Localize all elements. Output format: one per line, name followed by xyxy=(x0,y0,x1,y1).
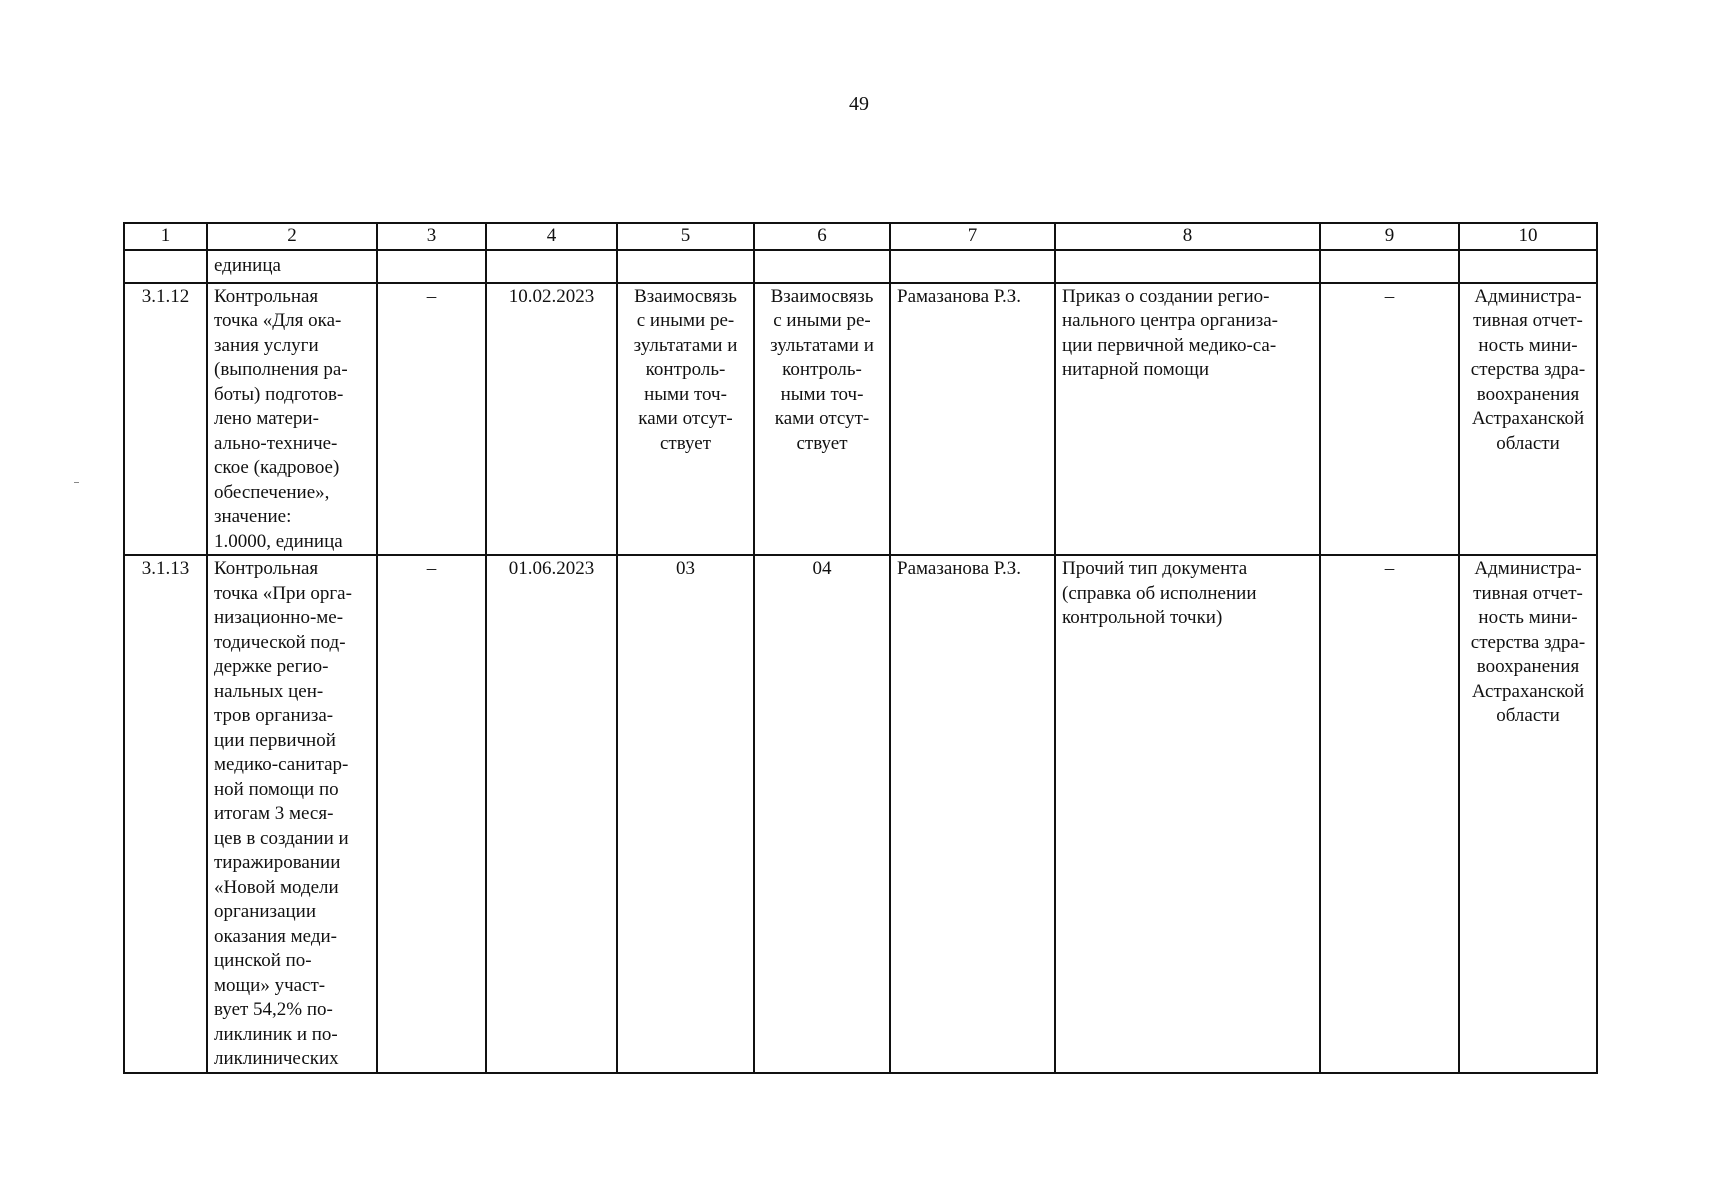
column-number: 4 xyxy=(486,223,617,250)
column-number: 8 xyxy=(1055,223,1320,250)
table-cell xyxy=(890,250,1055,283)
scan-artifact xyxy=(74,482,79,483)
table-cell xyxy=(377,250,486,283)
table-row xyxy=(124,283,1597,556)
responsible-person: Рамазанова Р.З. xyxy=(890,283,1055,556)
column-number: 6 xyxy=(754,223,890,250)
column-5-value: Взаимосвязь с иными ре- зультатами и контроль- ными точ- ками отсут- ствует xyxy=(617,283,754,556)
column-number: 2 xyxy=(207,223,377,250)
continued-text-cell: единица xyxy=(207,250,377,283)
control-point-name: Контрольная точка «Для ока- зания услуги (выполнения ра- боты) подготов- лено матери- ально-техниче- ское (кадровое) обеспечение», значение: 1.0000, единица xyxy=(207,283,377,556)
column-number: 5 xyxy=(617,223,754,250)
column-9-value: – xyxy=(1320,283,1459,556)
reporting-source: Администра- тивная отчет- ность мини- стерства здра- воохранения Астраханской области xyxy=(1459,555,1597,1073)
control-point-name: Контрольная точка «При орга- низационно-ме- тодической под- держке регио- нальных цен- тров организа- ции первичной медико-санитар- ной помощи по итогам 3 меся- цев в создании и тиражировании «Новой модели организации оказания меди- цинской по- мощи» участ- вует 54,2% по- ликлиник и по- ликлинических xyxy=(207,555,377,1073)
column-number: 3 xyxy=(377,223,486,250)
table-cell xyxy=(1320,250,1459,283)
continuation-row xyxy=(124,250,1597,283)
column-6-value: 04 xyxy=(754,555,890,1073)
table-cell xyxy=(1459,250,1597,283)
table-row xyxy=(124,555,1597,1073)
column-number: 1 xyxy=(124,223,207,250)
date-cell: 01.06.2023 xyxy=(486,555,617,1073)
date-cell: 10.02.2023 xyxy=(486,283,617,556)
column-3-value: – xyxy=(377,283,486,556)
column-number: 10 xyxy=(1459,223,1597,250)
column-9-value: – xyxy=(1320,555,1459,1073)
row-number: 3.1.12 xyxy=(124,283,207,556)
column-number: 7 xyxy=(890,223,1055,250)
responsible-person: Рамазанова Р.З. xyxy=(890,555,1055,1073)
document-type: Приказ о создании регио- нального центра организа- ции первичной медико-са- нитарной помощи xyxy=(1055,283,1320,556)
page-number: 49 xyxy=(849,93,869,115)
row-number: 3.1.13 xyxy=(124,555,207,1073)
column-number: 9 xyxy=(1320,223,1459,250)
document-type: Прочий тип документа (справка об исполнении контрольной точки) xyxy=(1055,555,1320,1073)
column-5-value: 03 xyxy=(617,555,754,1073)
control-points-table xyxy=(123,222,1598,1074)
column-6-value: Взаимосвязь с иными ре- зультатами и контроль- ными точ- ками отсут- ствует xyxy=(754,283,890,556)
table-cell xyxy=(1055,250,1320,283)
table-cell xyxy=(486,250,617,283)
table-cell xyxy=(124,250,207,283)
reporting-source: Администра- тивная отчет- ность мини- стерства здра- воохранения Астраханской области xyxy=(1459,283,1597,556)
column-3-value: – xyxy=(377,555,486,1073)
table-cell xyxy=(754,250,890,283)
column-number-row xyxy=(124,223,1597,250)
table-cell xyxy=(617,250,754,283)
